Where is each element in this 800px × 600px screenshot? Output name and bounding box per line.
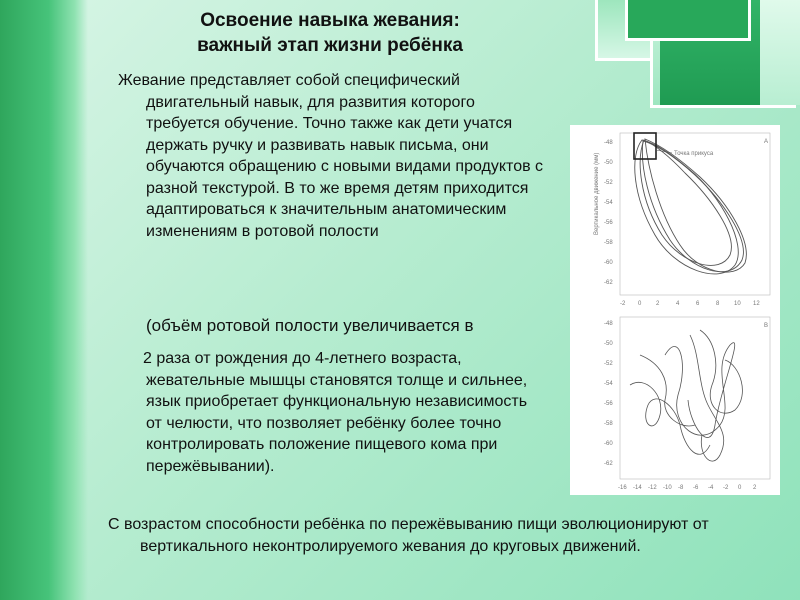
- y-tick: -48: [604, 140, 613, 146]
- trajectory-path: [630, 382, 710, 454]
- y-tick: -54: [604, 200, 613, 206]
- title-line-2: важный этап жизни ребёнка: [197, 35, 463, 56]
- x-tick: 2: [656, 301, 660, 307]
- y-tick: -48: [604, 321, 613, 327]
- x-tick: -14: [633, 485, 642, 491]
- x-tick: 12: [753, 301, 760, 307]
- x-tick: 0: [638, 301, 642, 307]
- chewing-trajectory-figure: [570, 125, 780, 495]
- paragraph-intro: Жевание представляет собой специфический двигательный навык, для развития которого требуется обучение. Точно также как дети учатся держать ручку и развивать навык письма, они обучаются обращению с новыми видами продуктов с разной текстурой. В то же время детям приходится адаптироваться к значительным анатомическим изменениям в ротовой полости: [118, 72, 544, 240]
- x-tick: 6: [696, 301, 700, 307]
- y-axis-label: Вертикальное движение (мм): [594, 152, 600, 235]
- decor-block: [760, 0, 800, 105]
- y-tick: -56: [604, 220, 613, 226]
- x-tick: -2: [723, 485, 729, 491]
- panel-b-label: B: [764, 323, 769, 329]
- y-tick: -56: [604, 401, 613, 407]
- x-tick: -8: [678, 485, 684, 491]
- x-tick: 8: [716, 301, 720, 307]
- y-tick: -52: [604, 180, 613, 186]
- x-tick: -2: [620, 301, 626, 307]
- y-tick: -60: [604, 260, 613, 266]
- y-tick: -62: [604, 461, 613, 467]
- x-tick: 4: [676, 301, 680, 307]
- x-ticks-a: [620, 301, 760, 307]
- y-tick: -60: [604, 441, 613, 447]
- y-tick: -58: [604, 421, 613, 427]
- y-tick: -52: [604, 361, 613, 367]
- panel-b-frame: [620, 317, 770, 479]
- x-tick: -6: [693, 485, 699, 491]
- bite-point-annotation: Точка прикуса: [674, 151, 714, 157]
- figure-svg: [570, 125, 780, 495]
- slide-title: [150, 8, 510, 58]
- panel-b-curves: [630, 330, 742, 461]
- left-decor-bar: [0, 0, 88, 600]
- x-tick: -12: [648, 485, 657, 491]
- panel-a-label: A: [764, 139, 769, 145]
- trajectory-path: [665, 343, 735, 438]
- y-tick: -50: [604, 341, 613, 347]
- trajectory-path: [640, 355, 695, 426]
- y-tick: -62: [604, 280, 613, 286]
- y-tick: -54: [604, 381, 613, 387]
- trajectory-path: [690, 335, 724, 461]
- x-tick: -10: [663, 485, 672, 491]
- title-line-1: Освоение навыка жевания:: [200, 10, 460, 31]
- paragraph-note-start: (объём ротовой полости увеличивается в: [146, 316, 474, 335]
- paragraph-conclusion: С возрастом способности ребёнка по пережёвыванию пищи эволюционируют от вертикального неконтролируемого жевания до круговых движений.: [108, 516, 709, 555]
- paragraph-note: 2 раза от рождения до 4-летнего возраста, жевательные мышцы становятся толще и сильнее, язык приобретает функциональную независимость от челюсти, что позволяет ребёнку более точно контролировать положение пищевого кома при пережёвывании).: [143, 350, 528, 475]
- x-tick: 2: [753, 485, 757, 491]
- x-tick: -16: [618, 485, 627, 491]
- decor-block: [625, 0, 751, 41]
- y-ticks-b: [604, 321, 613, 467]
- bite-point-box: [634, 133, 656, 159]
- trajectory-loop: [642, 141, 743, 272]
- y-tick: -50: [604, 160, 613, 166]
- y-tick: -58: [604, 240, 613, 246]
- y-ticks-a: [604, 140, 613, 286]
- x-ticks-b: [618, 485, 757, 491]
- x-tick: 0: [738, 485, 742, 491]
- x-tick: 10: [734, 301, 741, 307]
- x-tick: -4: [708, 485, 714, 491]
